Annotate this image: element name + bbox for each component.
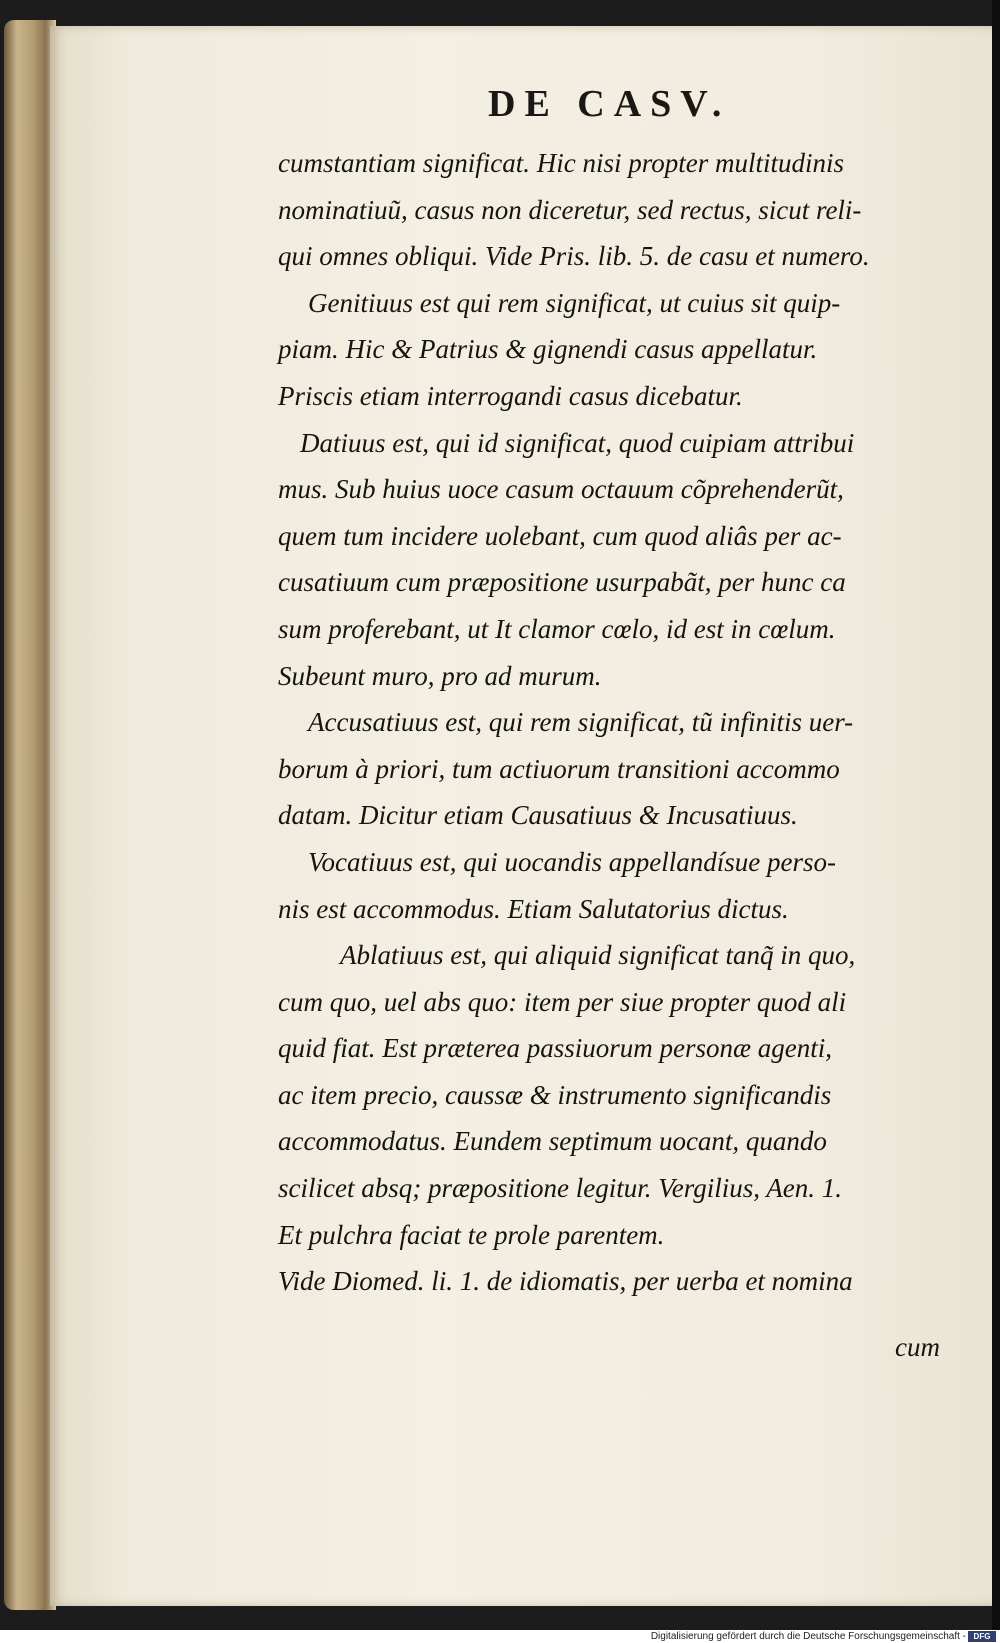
text-line: cusatiuum cum præpositione usurpabãt, per hunc ca bbox=[278, 567, 846, 598]
dfg-logo: DFG bbox=[968, 1631, 996, 1642]
text-line: cum quo, uel abs quo: item per siue propter quod ali bbox=[278, 986, 847, 1017]
text-line: nis est accommodus. Etiam Salutatorius dictus. bbox=[278, 893, 789, 924]
text-line: mus. Sub huius uoce casum octauum cõprehenderũt, bbox=[278, 474, 844, 505]
text-line: Genitiuus est qui rem significat, ut cuius sit quip- bbox=[308, 287, 841, 318]
catchword: cum bbox=[895, 1332, 940, 1362]
text-line: borum à priori, tum actiuorum transitioni accommo bbox=[278, 753, 840, 784]
text-line: datam. Dicitur etiam Causatiuus & Incusatiuus. bbox=[278, 800, 798, 831]
text-line: quem tum incidere uolebant, cum quod aliâs per ac- bbox=[278, 520, 842, 551]
text-line: cumstantiam significat. Hic nisi propter multitudinis bbox=[278, 148, 844, 178]
text-line: qui omnes obliqui. Vide Pris. lib. 5. de casu et numero. bbox=[278, 241, 870, 272]
text-line: Vocatiuus est, qui uocandis appellandísue perso- bbox=[308, 846, 836, 877]
book-spine-edge bbox=[4, 20, 56, 1610]
text-line: quid fiat. Est præterea passiuorum personæ agenti, bbox=[278, 1033, 833, 1064]
text-line: piam. Hic & Patrius & gignendi casus appellatur. bbox=[278, 334, 818, 365]
digitization-credit: Digitalisierung gefördert durch die Deutsche Forschungsgemeinschaft - bbox=[650, 1631, 966, 1642]
text-line: Vide Diomed. li. 1. de idiomatis, per uerba et nomina bbox=[278, 1266, 853, 1297]
page-text bbox=[278, 140, 938, 1305]
text-line: scilicet absq; præpositione legitur. Vergilius, Aen. 1. bbox=[278, 1173, 842, 1204]
text-line: sum proferebant, ut It clamor cœlo, id est in cœlum. bbox=[278, 613, 836, 644]
text-line: accommodatus. Eundem septimum uocant, quando bbox=[278, 1126, 827, 1157]
text-line: Subeunt muro, pro ad murum. bbox=[278, 660, 602, 691]
text-line: Priscis etiam interrogandi casus dicebatur. bbox=[278, 380, 743, 411]
footer-bar bbox=[0, 1630, 1000, 1643]
text-line: nominatiuũ, casus non diceretur, sed rectus, sicut reli- bbox=[278, 194, 862, 225]
text-line: Et pulchra faciat te prole parentem. bbox=[278, 1219, 665, 1250]
text-line: Datiuus est, qui id significat, quod cuipiam attribui bbox=[300, 427, 855, 458]
text-line: Ablatiuus est, qui aliquid significat tanq̃ in quo, bbox=[340, 940, 856, 971]
scan-border bbox=[992, 0, 1000, 1630]
running-head: DE CASV. bbox=[488, 83, 731, 125]
text-line: Accusatiuus est, qui rem significat, tũ infinitis uer- bbox=[308, 707, 854, 738]
text-line: ac item precio, caussæ & instrumento significandis bbox=[278, 1079, 832, 1110]
